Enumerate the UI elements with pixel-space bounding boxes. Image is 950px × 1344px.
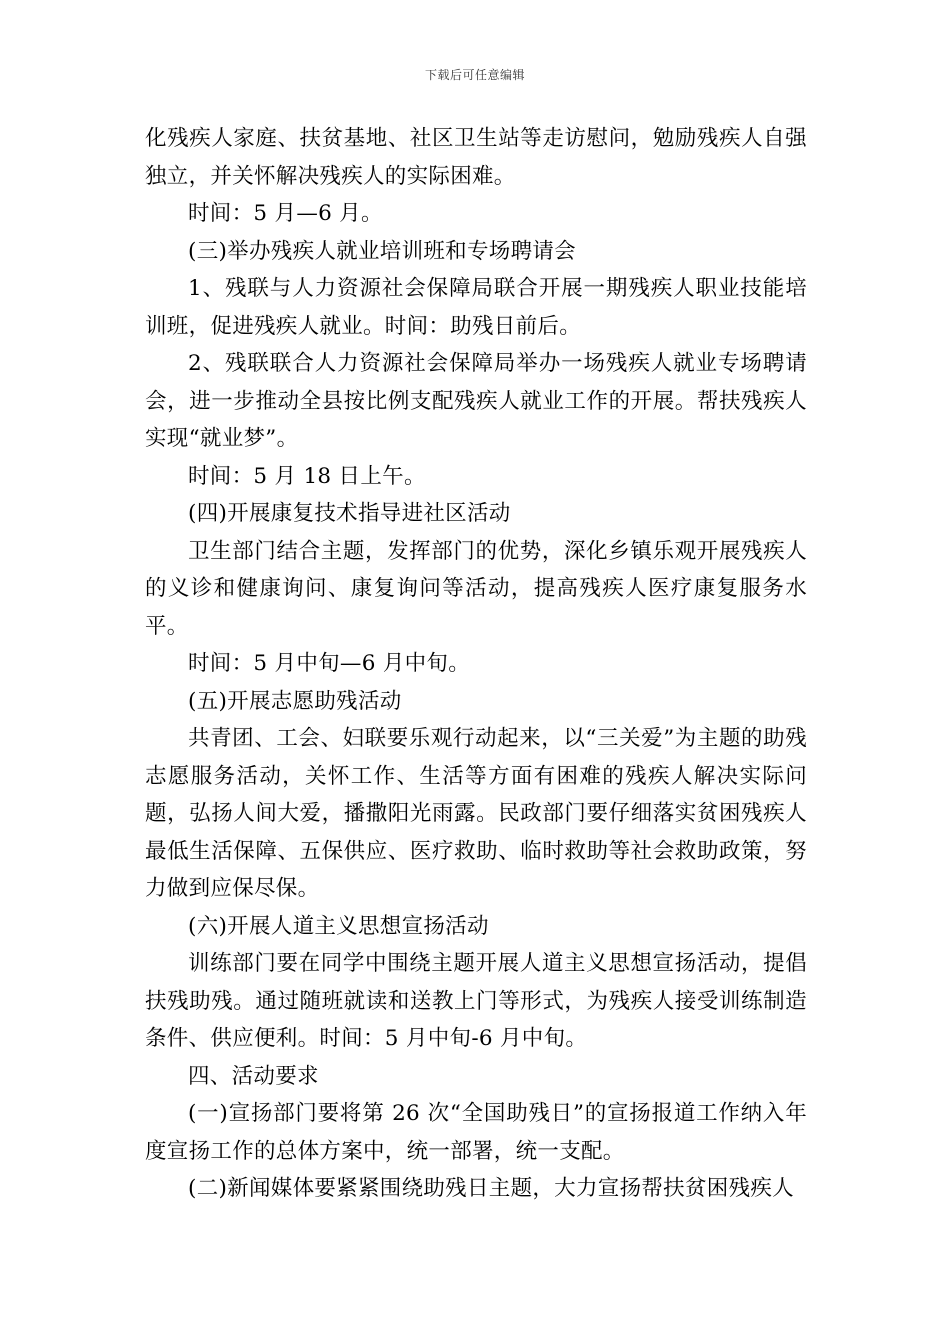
section-heading: (五)开展志愿助残活动 — [188, 688, 402, 714]
document-body — [145, 120, 807, 1208]
paragraph: (二)新闻媒体要紧紧围绕助残日主题，大力宣扬帮扶贫困残疾人 — [188, 1176, 794, 1201]
paragraph: 2、残联联合人力资源社会保障局举办一场残疾人就业专场聘请会，进一步推动全县按比例支配残疾人就业工作的开展。帮扶残疾人实现“就业梦”。 — [145, 351, 807, 451]
paragraph: 时间：5 月—6 月。 — [188, 201, 383, 226]
paragraph: (一)宣扬部门要将第 26 次“全国助残日”的宣扬报道工作纳入年度宣扬工作的总体方案中，统一部署，统一支配。 — [145, 1101, 807, 1164]
section-heading: (四)开展康复技术指导进社区活动 — [188, 501, 511, 526]
paragraph: 共青团、工会、妇联要乐观行动起来，以“三关爱”为主题的助残志愿服务活动，关怀工作、生活等方面有困难的残疾人解决实际问题，弘扬人间大爱，播撒阳光雨露。民政部门要仔细落实贫困残疾人最低生活保障、五保供应、医疗救助、临时救助等社会救助政策，努力做到应保尽保。 — [145, 726, 807, 901]
paragraph: 时间：5 月 18 日上午。 — [188, 463, 426, 489]
paragraph: 卫生部门结合主题，发挥部门的优势，深化乡镇乐观开展残疾人的义诊和健康询问、康复询问等活动，提高残疾人医疗康复服务水平。 — [145, 538, 807, 639]
section-heading: (三)举办残疾人就业培训班和专场聘请会 — [188, 238, 576, 264]
paragraph: 1、残联与人力资源社会保障局联合开展一期残疾人职业技能培训班，促进残疾人就业。时间：助残日前后。 — [145, 276, 807, 339]
section-heading: (六)开展人道主义思想宣扬活动 — [188, 913, 489, 939]
paragraph: 训练部门要在同学中围绕主题开展人道主义思想宣扬活动，提倡扶残助残。通过随班就读和送教上门等形式，为残疾人接受训练制造条件、供应便利。时间：5 月中旬-6 月中旬。 — [145, 951, 807, 1051]
page-header: 下载后可任意编辑 — [424, 68, 525, 82]
section-heading: 四、活动要求 — [188, 1063, 319, 1089]
paragraph: 时间：5 月中旬—6 月中旬。 — [188, 651, 471, 676]
paragraph: 化残疾人家庭、扶贫基地、社区卫生站等走访慰问，勉励残疾人自强独立，并关怀解决残疾人的实际困难。 — [145, 126, 807, 189]
